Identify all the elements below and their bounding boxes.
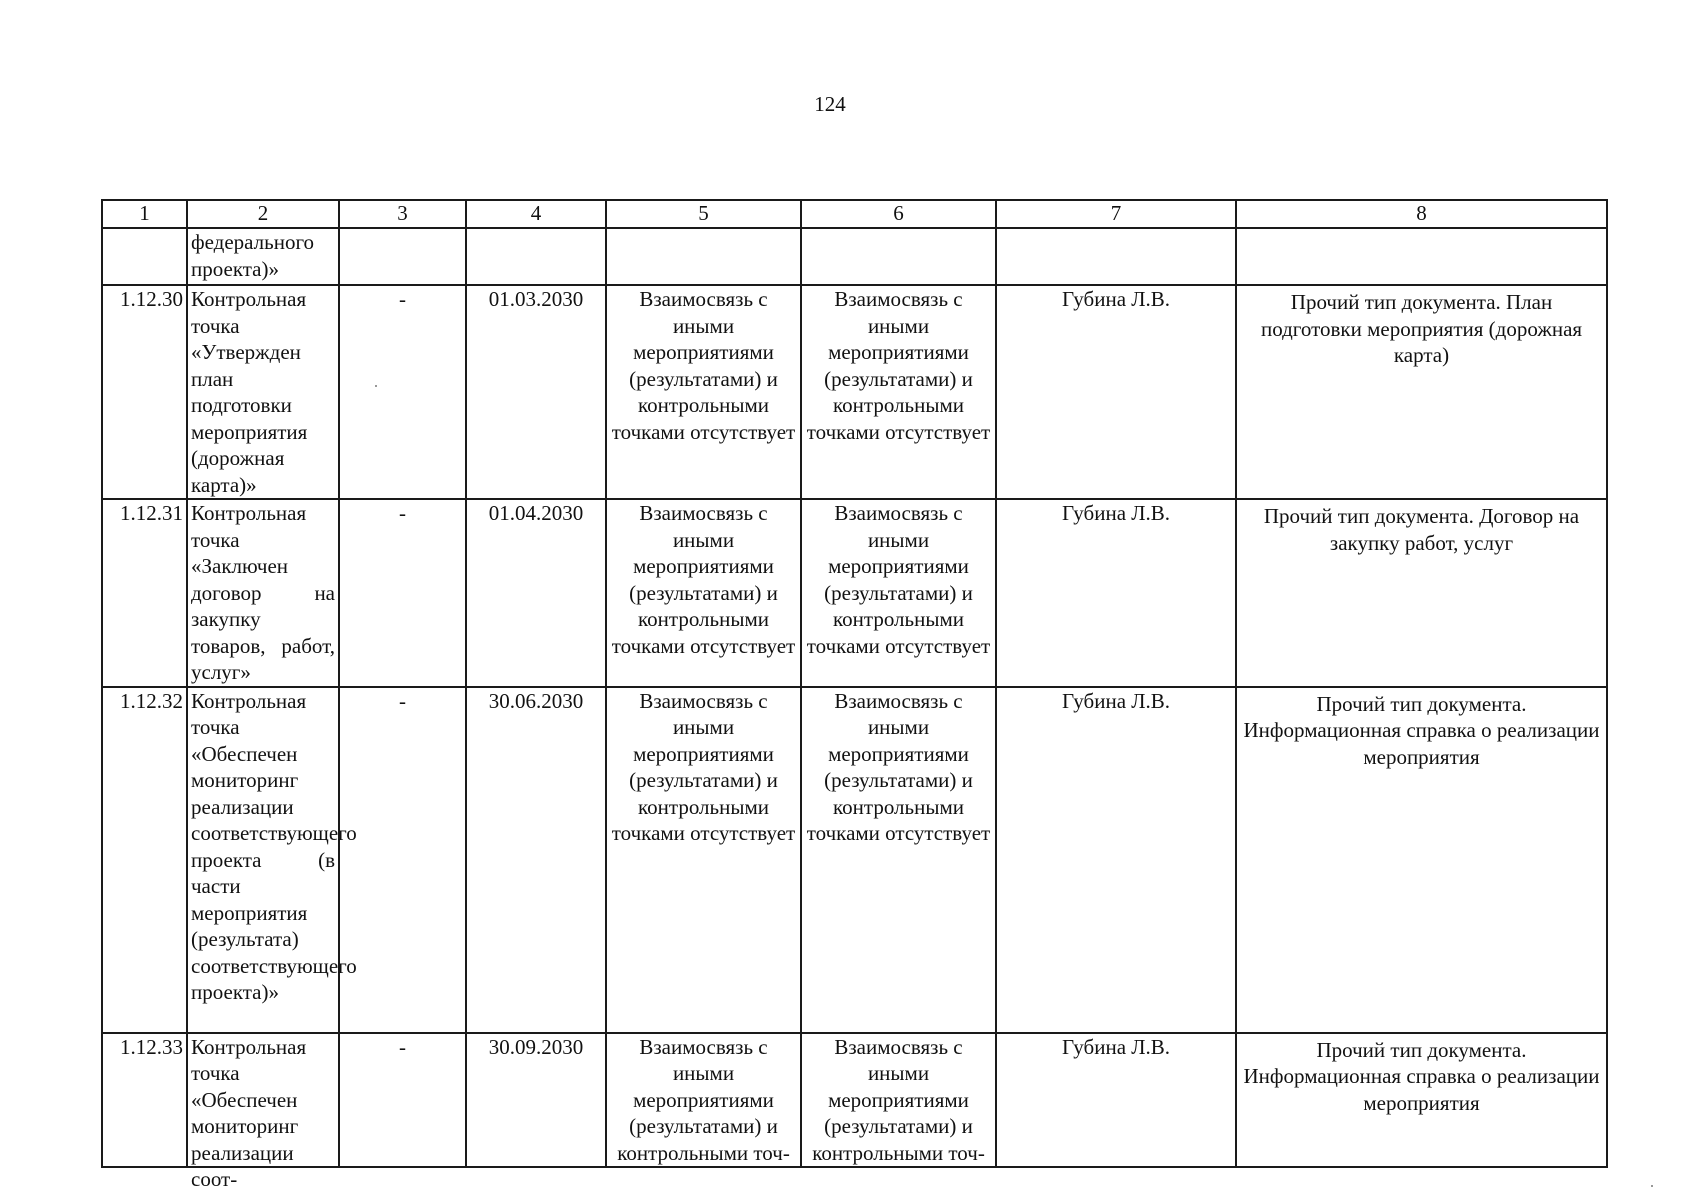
events-table <box>101 199 1608 1191</box>
responsible-person: Губина Л.В. <box>996 687 1236 1033</box>
responsible-person: Губина Л.В. <box>996 285 1236 499</box>
column-number: 3 <box>339 200 466 228</box>
responsible-person: Губина Л.В. <box>996 1033 1236 1167</box>
predecessors: Взаимосвязь с иными мероприятиями (результатами) и контрольными точками отсутствует <box>606 499 801 687</box>
row-number: 1.12.33 <box>102 1033 187 1167</box>
predecessors: Взаимосвязь с иными мероприятиями (результатами) и контрольными точками отсутствует <box>606 687 801 1033</box>
base-value: - <box>339 1033 466 1167</box>
event-name-text: Контрольная точка «Обеспечен мониторинг реализации соот- <box>191 1034 307 1191</box>
document-type: Прочий тип документа. Информационная справка о реализации мероприятия <box>1236 1033 1607 1167</box>
column-number: 8 <box>1236 200 1607 228</box>
document-type: Прочий тип документа. План подготовки мероприятия (дорожная карта) <box>1236 285 1607 499</box>
successors <box>801 1033 996 1167</box>
base-value: - <box>339 499 466 687</box>
row-number: 1.12.30 <box>102 285 187 499</box>
due-date: 01.03.2030 <box>466 285 606 499</box>
due-date: 30.06.2030 <box>466 687 606 1033</box>
column-number: 7 <box>996 200 1236 228</box>
table-row <box>102 1033 1607 1167</box>
column-number: 1 <box>102 200 187 228</box>
row-number: 1.12.31 <box>102 499 187 687</box>
table-row <box>102 499 1607 687</box>
column-number: 5 <box>606 200 801 228</box>
page-number: 124 <box>814 92 846 116</box>
column-number-row <box>102 200 1607 228</box>
predecessors: Взаимосвязь с иными мероприятиями (результатами) и контрольными точками отсутствует <box>606 285 801 499</box>
event-name: Контрольная точка «Утвержден план подготовки мероприятия (дорожная карта)» <box>187 285 339 499</box>
column-number: 2 <box>187 200 339 228</box>
row-number: 1.12.32 <box>102 687 187 1033</box>
event-name: Контрольная точка «Заключен договор на закупку товаров, работ, услуг» <box>187 499 339 687</box>
empty-cell <box>996 228 1236 285</box>
table-row <box>102 687 1607 1033</box>
event-name <box>187 1033 339 1191</box>
successors: Взаимосвязь с иными мероприятиями (результатами) и контрольными точками отсутствует <box>801 285 996 499</box>
empty-cell <box>1236 228 1607 285</box>
column-number: 4 <box>466 200 606 228</box>
successors: Взаимосвязь с иными мероприятиями (результатами) и контрольными точками отсутствует <box>801 687 996 1033</box>
due-date: 01.04.2030 <box>466 499 606 687</box>
table-row <box>102 285 1607 499</box>
continuation-row <box>102 228 1607 285</box>
event-name: Контрольная точка «Обеспечен мониторинг реализации соответствующего проекта (в части мероприятия (результата) соответствующего проекта)» <box>187 687 339 1033</box>
row-number-cell <box>102 228 187 285</box>
predecessors-text: Взаимосвязь с иными мероприятиями (результатами) и контрольными точ- <box>617 1034 790 1165</box>
empty-cell <box>801 228 996 285</box>
predecessors <box>606 1033 801 1167</box>
responsible-person: Губина Л.В. <box>996 499 1236 687</box>
document-type: Прочий тип документа. Информационная справка о реализации мероприятия <box>1236 687 1607 1033</box>
successors-text: Взаимосвязь с иными мероприятиями (результатами) и контрольными точ- <box>812 1034 985 1165</box>
base-value: - <box>339 687 466 1033</box>
document-type: Прочий тип документа. Договор на закупку работ, услуг <box>1236 499 1607 687</box>
event-name-cell: федерального проекта)» <box>187 228 339 285</box>
base-value: - <box>339 285 466 499</box>
empty-cell <box>606 228 801 285</box>
successors: Взаимосвязь с иными мероприятиями (результатами) и контрольными точками отсутствует <box>801 499 996 687</box>
column-number: 6 <box>801 200 996 228</box>
scan-speck <box>1651 1185 1653 1187</box>
empty-cell <box>339 228 466 285</box>
empty-cell <box>466 228 606 285</box>
due-date: 30.09.2030 <box>466 1033 606 1167</box>
scan-speck <box>375 385 377 387</box>
